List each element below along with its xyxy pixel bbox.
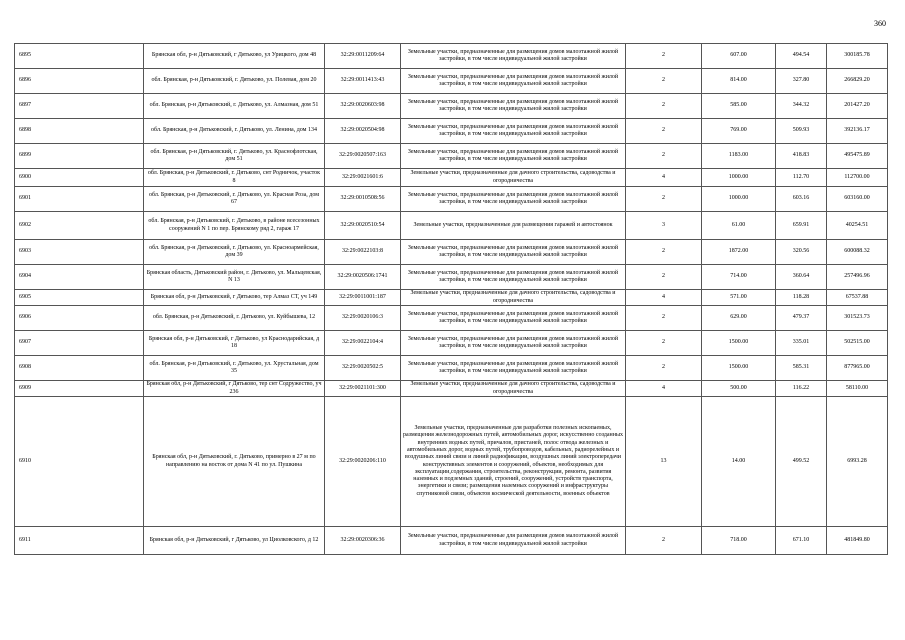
cell-rate: 509.93	[776, 119, 827, 144]
cell-value: 300185.78	[827, 44, 888, 69]
cell-addr: обл. Брянская, р-н Дятьковский, г. Дятьково, ул. Ленина, дом 134	[144, 119, 325, 144]
cell-num: 6907	[15, 331, 144, 356]
cell-num: 6909	[15, 381, 144, 397]
cell-group: 13	[626, 397, 702, 527]
cell-rate: 344.32	[776, 94, 827, 119]
cell-cad: 32:29:0020507:163	[325, 144, 401, 169]
cell-value: 112700.00	[827, 169, 888, 187]
cell-addr: обл. Брянская, р-н Дятьковский, г. Дятьково, ул. Краснофлотская, дом 51	[144, 144, 325, 169]
cell-group: 4	[626, 290, 702, 306]
table-row	[15, 212, 888, 240]
cell-rate: 116.22	[776, 381, 827, 397]
cell-value: 502515.00	[827, 331, 888, 356]
cell-use: Земельные участки, предназначенные для размещения домов малоэтажной жилой застройки, в том числе индивидуальной жилой застройки	[401, 306, 626, 331]
table-row	[15, 397, 888, 527]
cell-num: 6908	[15, 356, 144, 381]
cell-rate: 118.28	[776, 290, 827, 306]
cell-use: Земельные участки, предназначенные для размещения домов малоэтажной жилой застройки, в том числе индивидуальной жилой застройки	[401, 331, 626, 356]
cell-area: 1500.00	[702, 356, 776, 381]
cell-area: 14.00	[702, 397, 776, 527]
cell-value: 600088.32	[827, 240, 888, 265]
cell-rate: 585.31	[776, 356, 827, 381]
cell-group: 2	[626, 265, 702, 290]
cell-group: 2	[626, 119, 702, 144]
cell-group: 2	[626, 44, 702, 69]
cell-cad: 32:29:0021101:300	[325, 381, 401, 397]
cell-num: 6903	[15, 240, 144, 265]
cell-area: 629.00	[702, 306, 776, 331]
cell-use: Земельные участки, предназначенные для разработки полезных ископаемых, размещения железнодорожных путей, автомобильных дорог, искусственно созданных внутренних водных путей, причалов, пристаней, полос отвода железных и автомобильных дорог, водных путей, трубопроводов, кабельных, радиорелейных и воздушных линий связи и линий радиофикации, воздушных линий электропередачи конструктивных элементов и сооружений, объектов, необходимых для эксплуатации,содержания, строительства, реконструкции, ремонта, развития наземных и подземных зданий, строений, сооружений, устройств транспорта, энергетики и связи; размещения наземных сооружений и инфраструктуры спутниковой связи, объектов космической деятельности, военных объектов	[401, 397, 626, 527]
cell-num: 6901	[15, 187, 144, 212]
table-row	[15, 356, 888, 381]
cell-addr: Брянская область, Дятьковский район, г. Дятьково, ул. Мальцевская, N 13	[144, 265, 325, 290]
cell-rate: 479.37	[776, 306, 827, 331]
cell-num: 6896	[15, 69, 144, 94]
table-row	[15, 144, 888, 169]
cell-use: Земельные участки, предназначенные для размещения домов малоэтажной жилой застройки, в том числе индивидуальной жилой застройки	[401, 119, 626, 144]
cell-value: 67537.88	[827, 290, 888, 306]
cell-addr: Брянская обл, р-н Дятьковский, г Дятьково, тер Алмаз СТ, уч 149	[144, 290, 325, 306]
cell-addr: Брянская обл, р-н Дятьковский, г Дятьково, ул Циолковского, д 12	[144, 527, 325, 555]
cell-num: 6911	[15, 527, 144, 555]
table-row	[15, 306, 888, 331]
cell-value: 603160.00	[827, 187, 888, 212]
cell-use: Земельные участки, предназначенные для размещения домов малоэтажной жилой застройки, в том числе индивидуальной жилой застройки	[401, 94, 626, 119]
cell-cad: 32:29:0021601:6	[325, 169, 401, 187]
cell-rate: 494.54	[776, 44, 827, 69]
cell-cad: 32:29:0020603:98	[325, 94, 401, 119]
cell-use: Земельные участки, предназначенные для размещения домов малоэтажной жилой застройки, в том числе индивидуальной жилой застройки	[401, 240, 626, 265]
cell-value: 266829.20	[827, 69, 888, 94]
cell-value: 877965.00	[827, 356, 888, 381]
cell-group: 2	[626, 240, 702, 265]
cell-addr: Брянская обл, р-н Дятьковский, г Дятьково, тер снт Содружество, уч 236	[144, 381, 325, 397]
cell-area: 718.00	[702, 527, 776, 555]
cell-use: Земельные участки, предназначенные для размещения домов малоэтажной жилой застройки, в том числе индивидуальной жилой застройки	[401, 265, 626, 290]
cell-cad: 32:29:0011209:64	[325, 44, 401, 69]
cell-value: 301523.73	[827, 306, 888, 331]
cell-area: 571.00	[702, 290, 776, 306]
cell-group: 2	[626, 331, 702, 356]
cell-cad: 32:29:0010508:56	[325, 187, 401, 212]
cell-cad: 32:29:0011001:187	[325, 290, 401, 306]
cell-area: 1000.00	[702, 169, 776, 187]
cell-group: 2	[626, 187, 702, 212]
cell-use: Земельные участки, предназначенные для размещения домов малоэтажной жилой застройки, в том числе индивидуальной жилой застройки	[401, 527, 626, 555]
cell-cad: 32:29:0020306:36	[325, 527, 401, 555]
cell-group: 2	[626, 527, 702, 555]
cell-rate: 418.83	[776, 144, 827, 169]
cell-cad: 32:29:0022103:8	[325, 240, 401, 265]
cell-num: 6897	[15, 94, 144, 119]
cell-num: 6905	[15, 290, 144, 306]
cell-value: 58110.00	[827, 381, 888, 397]
cell-value: 201427.20	[827, 94, 888, 119]
table-row	[15, 187, 888, 212]
cell-rate: 659.91	[776, 212, 827, 240]
cell-rate: 320.56	[776, 240, 827, 265]
cell-use: Земельные участки, предназначенные для дачного строительства, садоводства и огородничества	[401, 169, 626, 187]
cell-cad: 32:29:0020206:110	[325, 397, 401, 527]
cell-area: 500.00	[702, 381, 776, 397]
cell-use: Земельные участки, предназначенные для дачного строительства, садоводства и огородничества	[401, 290, 626, 306]
cell-use: Земельные участки, предназначенные для дачного строительства, садоводства и огородничества	[401, 381, 626, 397]
cell-rate: 360.64	[776, 265, 827, 290]
cell-area: 1872.00	[702, 240, 776, 265]
page-number: 360	[874, 19, 886, 28]
cell-group: 2	[626, 144, 702, 169]
cell-addr: Брянская обл, р-н Дятьковский, г Дятьково, ул Краснодарийская, д 18	[144, 331, 325, 356]
cell-addr: обл. Брянская, р-н Дятьковский, г. Дятьково, в районе всесезонных сооружений N 1 по пер. Брянскому ряд 2, гараж 17	[144, 212, 325, 240]
cell-addr: Брянская обл, р-н Дятьковский, г. Дятьково, примерно в 27 м по направлению на восток от дома N 41 по ул. Пушкина	[144, 397, 325, 527]
cell-use: Земельные участки, предназначенные для размещения домов малоэтажной жилой застройки, в том числе индивидуальной жилой застройки	[401, 69, 626, 94]
cell-addr: Брянская обл, р-н Дятьковский, г Дятьково, ул Урицкого, дом 48	[144, 44, 325, 69]
cell-area: 814.00	[702, 69, 776, 94]
cell-use: Земельные участки, предназначенные для размещения домов малоэтажной жилой застройки, в том числе индивидуальной жилой застройки	[401, 44, 626, 69]
cell-addr: обл. Брянская, р-н Дятьковский, г. Дятьково, ул. Полевая, дом 20	[144, 69, 325, 94]
table-row	[15, 240, 888, 265]
cell-addr: обл. Брянская, р-н Дятьковский, г. Дятьково, снт Родничок, участок 8	[144, 169, 325, 187]
cell-area: 1183.00	[702, 144, 776, 169]
cell-area: 714.00	[702, 265, 776, 290]
cell-cad: 32:29:0020510:54	[325, 212, 401, 240]
cell-addr: обл. Брянская, р-н Дятьковский, г. Дятьково, ул. Красная Роза, дом 67	[144, 187, 325, 212]
cell-group: 2	[626, 69, 702, 94]
table-row	[15, 265, 888, 290]
cell-num: 6900	[15, 169, 144, 187]
cell-area: 769.00	[702, 119, 776, 144]
cell-cad: 32:29:0020506:1741	[325, 265, 401, 290]
cell-area: 1000.00	[702, 187, 776, 212]
cell-num: 6895	[15, 44, 144, 69]
cell-num: 6906	[15, 306, 144, 331]
cell-use: Земельные участки, предназначенные для размещения гаражей и автостоянок	[401, 212, 626, 240]
cell-rate: 499.52	[776, 397, 827, 527]
cell-use: Земельные участки, предназначенные для размещения домов малоэтажной жилой застройки, в том числе индивидуальной жилой застройки	[401, 144, 626, 169]
cell-group: 2	[626, 94, 702, 119]
cell-value: 392136.17	[827, 119, 888, 144]
cell-num: 6899	[15, 144, 144, 169]
cell-addr: обл. Брянская, р-н Дятьковский, г. Дятьково, ул. Хрустальная, дом 35	[144, 356, 325, 381]
table-row	[15, 169, 888, 187]
table-row	[15, 381, 888, 397]
cell-group: 4	[626, 169, 702, 187]
cell-rate: 335.01	[776, 331, 827, 356]
cell-group: 3	[626, 212, 702, 240]
cell-use: Земельные участки, предназначенные для размещения домов малоэтажной жилой застройки, в том числе индивидуальной жилой застройки	[401, 356, 626, 381]
table-row	[15, 94, 888, 119]
cell-value: 495475.89	[827, 144, 888, 169]
cell-addr: обл. Брянская, р-н Дятьковский, г. Дятьково, ул. Красноармейская, дом 39	[144, 240, 325, 265]
table-row	[15, 331, 888, 356]
cell-group: 4	[626, 381, 702, 397]
cell-cad: 32:29:0011413:43	[325, 69, 401, 94]
table-row	[15, 527, 888, 555]
cell-value: 257496.96	[827, 265, 888, 290]
cell-rate: 112.70	[776, 169, 827, 187]
cell-value: 6993.28	[827, 397, 888, 527]
cell-area: 585.00	[702, 94, 776, 119]
cell-addr: обл. Брянская, р-н Дятьковский, г. Дятьково, ул. Алмазная, дом 51	[144, 94, 325, 119]
cell-area: 607.00	[702, 44, 776, 69]
cell-cad: 32:29:0020502:5	[325, 356, 401, 381]
cell-value: 40254.51	[827, 212, 888, 240]
cadastral-value-table	[14, 43, 888, 555]
cell-rate: 327.80	[776, 69, 827, 94]
cell-cad: 32:29:0020106:3	[325, 306, 401, 331]
cell-num: 6910	[15, 397, 144, 527]
cell-num: 6898	[15, 119, 144, 144]
cell-rate: 603.16	[776, 187, 827, 212]
table-row	[15, 69, 888, 94]
cell-area: 1500.00	[702, 331, 776, 356]
cell-area: 61.00	[702, 212, 776, 240]
table-row	[15, 44, 888, 69]
cell-cad: 32:29:0020504:98	[325, 119, 401, 144]
cell-group: 2	[626, 306, 702, 331]
cell-use: Земельные участки, предназначенные для размещения домов малоэтажной жилой застройки, в том числе индивидуальной жилой застройки	[401, 187, 626, 212]
cell-group: 2	[626, 356, 702, 381]
cell-rate: 671.10	[776, 527, 827, 555]
cell-cad: 32:29:0022104:4	[325, 331, 401, 356]
table-row	[15, 290, 888, 306]
cell-num: 6904	[15, 265, 144, 290]
cell-num: 6902	[15, 212, 144, 240]
table-row	[15, 119, 888, 144]
cell-value: 481849.80	[827, 527, 888, 555]
cell-addr: обл. Брянская, р-н Дятьковский, г. Дятьково, ул. Куйбышева, 12	[144, 306, 325, 331]
